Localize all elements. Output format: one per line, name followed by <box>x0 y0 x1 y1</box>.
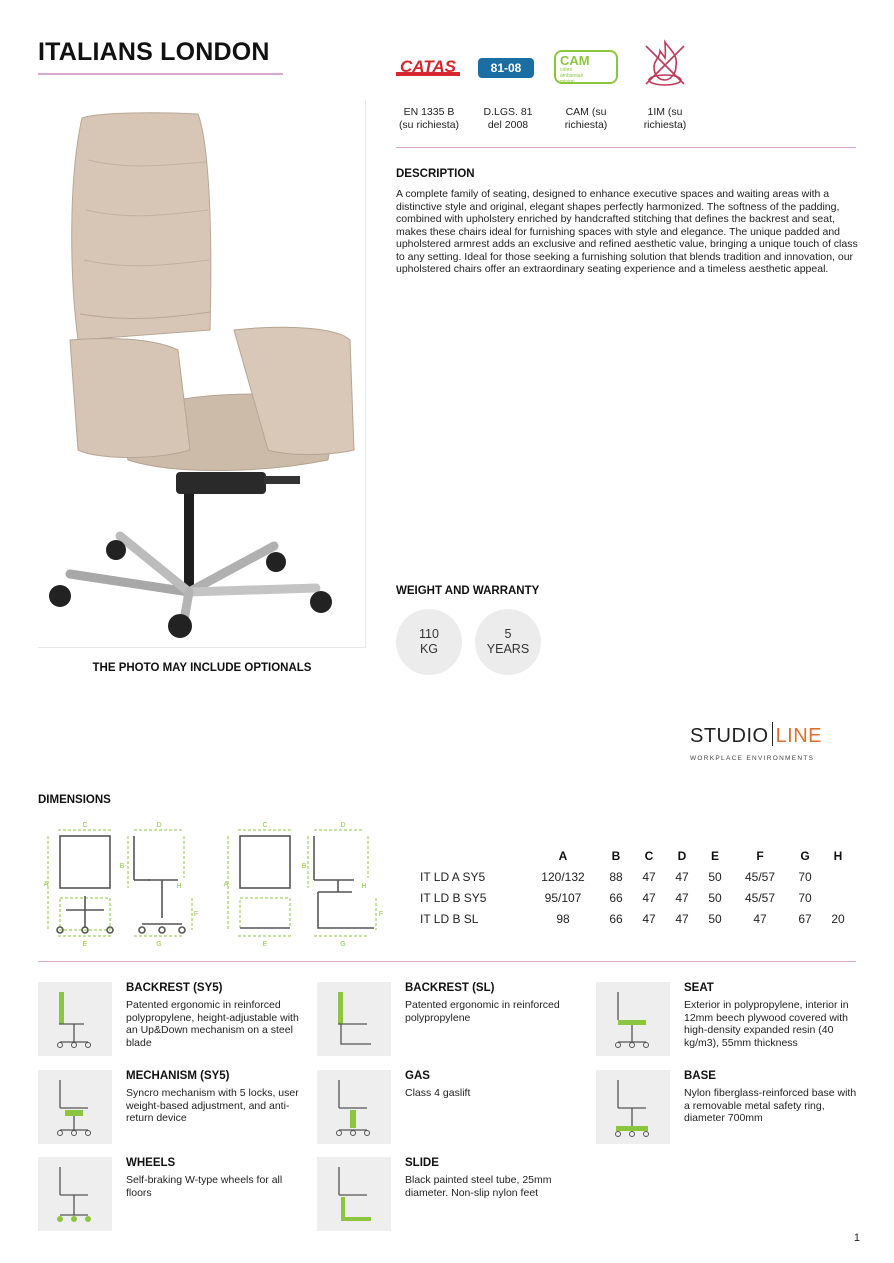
feature-title: GAS <box>405 1070 430 1082</box>
brand-name-right: LINE <box>775 725 823 747</box>
cert-dlgs <box>468 106 548 132</box>
slide-icon <box>317 1157 391 1231</box>
dim-letter-b: B <box>119 863 125 870</box>
dim-letter-c: C <box>82 822 88 829</box>
dlgs-logo <box>478 58 534 78</box>
feature-title: BACKREST (SL) <box>405 982 495 994</box>
table-cell: 67 <box>798 911 812 926</box>
title-underline <box>38 73 283 75</box>
base-icon <box>596 1070 670 1144</box>
dimension-drawings <box>38 818 398 948</box>
feature-title: BACKREST (SY5) <box>126 982 223 994</box>
dim-letter-h: H <box>361 883 367 890</box>
dlgs-logo-text: 81-08 <box>490 61 522 75</box>
brand-separator <box>772 722 773 746</box>
feature-title: WHEELS <box>126 1157 176 1169</box>
feature-text: Self-braking W-type wheels for all floors <box>126 1174 283 1199</box>
fire-resistance-icon <box>642 38 688 88</box>
table-header: C <box>644 848 654 863</box>
table-header: B <box>611 848 621 863</box>
cert-line: richiesta) <box>643 119 687 131</box>
table-cell: 47 <box>642 890 656 905</box>
feature-text: Exterior in polypropylene, interior in 12mm beech plywood covered with high-density expanded resin (40 kg/m3), 55mm thickness <box>684 999 849 1049</box>
cert-1im <box>625 106 705 132</box>
table-cell: 88 <box>609 869 623 884</box>
feature-title: SLIDE <box>405 1157 439 1169</box>
table-cell: 45/57 <box>744 869 776 884</box>
feature-slide <box>317 1157 587 1235</box>
feature-text: Patented ergonomic in reinforced polypropylene <box>405 999 560 1024</box>
gaslift-icon <box>317 1070 391 1144</box>
feature-seat <box>596 982 866 1060</box>
table-cell <box>824 866 852 887</box>
dim-letter-g: G <box>340 941 346 948</box>
cam-logo-text: CAM <box>560 53 590 68</box>
warranty-value: 5 <box>504 627 512 641</box>
feature-text: Class 4 gaslift <box>405 1087 471 1099</box>
seat-icon <box>596 982 670 1056</box>
feature-title: MECHANISM (SY5) <box>126 1070 230 1082</box>
table-row <box>420 908 852 929</box>
cert-line: EN 1335 B <box>403 106 455 118</box>
table-cell: 45/57 <box>744 890 776 905</box>
cert-line: D.LGS. 81 <box>483 106 533 118</box>
dimensions-table <box>420 845 852 929</box>
dim-letter-c: C <box>262 822 268 829</box>
dim-letter-h: H <box>176 883 182 890</box>
table-cell: 50 <box>708 869 722 884</box>
table-cell: 50 <box>708 911 722 926</box>
brand-tagline: WORKPLACE ENVIRONMENTS <box>690 755 815 762</box>
feature-text: Black painted steel tube, 25mm diameter. Non-slip nylon feet <box>405 1174 552 1199</box>
description-heading: DESCRIPTION <box>396 168 475 180</box>
table-cell: 47 <box>675 911 689 926</box>
cam-logo <box>554 50 618 84</box>
dim-letter-g: G <box>156 941 162 948</box>
table-cell: 47 <box>642 911 656 926</box>
table-header: D <box>677 848 687 863</box>
brand-name-left: STUDIO <box>690 725 769 747</box>
feature-text: Patented ergonomic in reinforced polypropylene, height-adjustable with an Up&Down mechanism on a steel blade <box>126 999 299 1049</box>
cam-logo-subtext: criteri ambientali minimi <box>560 67 583 85</box>
dim-letter-e: E <box>262 941 268 948</box>
table-cell: 20 <box>831 911 845 926</box>
weight-warranty-heading: WEIGHT AND WARRANTY <box>396 585 540 597</box>
model-code: IT LD B SL <box>420 911 479 926</box>
feature-base <box>596 1070 866 1148</box>
table-cell: 66 <box>609 911 623 926</box>
cert-line: CAM (su <box>565 106 607 118</box>
cert-cam <box>546 106 626 132</box>
dim-letter-f: F <box>378 911 384 918</box>
table-cell: 70 <box>798 890 812 905</box>
feature-backrest-sl <box>317 982 587 1060</box>
dim-letter-f: F <box>193 911 199 918</box>
feature-backrest-sy5 <box>38 982 308 1060</box>
feature-text: Syncro mechanism with 5 locks, user weight-based adjustment, and anti-return device <box>126 1087 299 1124</box>
table-row <box>420 866 852 887</box>
photo-caption: THE PHOTO MAY INCLUDE OPTIONALS <box>92 662 312 674</box>
warranty-unit: YEARS <box>486 642 530 656</box>
page-number: 1 <box>853 1232 860 1244</box>
warranty-badge <box>475 609 541 675</box>
table-header-code <box>420 845 524 866</box>
model-code: IT LD A SY5 <box>420 869 486 884</box>
description-text: A complete family of seating, designed to enhance executive spaces and waiting areas with a distinctive style and original, elegant shapes perfectly harmonized. The softness of the padding, combined with upholstery enriched by handcrafted stitching that defines the backrest and seat, makes these chairs ideal for furnishing spaces with style and elegance. The unique padded and upholstered armrest adds an exclusive and refined aesthetic value, bringing a unique touch of class to any setting. Ideal for those seeking a furnishing solution that blends tradition and innovation, our upholstered chairs offer an extraordinary seating experience and a timeless aesthetic appeal. <box>396 188 858 275</box>
weight-badge <box>396 609 462 675</box>
model-code: IT LD B SY5 <box>420 890 487 905</box>
table-cell: 66 <box>609 890 623 905</box>
table-cell: 98 <box>556 911 570 926</box>
table-header: A <box>558 848 568 863</box>
svg-text:CATAS: CATAS <box>399 57 457 76</box>
dim-letter-d: D <box>340 822 346 829</box>
feature-title: BASE <box>684 1070 716 1082</box>
table-header: H <box>833 848 843 863</box>
dim-letter-a: A <box>223 881 229 888</box>
table-cell: 47 <box>675 890 689 905</box>
backrest-icon <box>38 982 112 1056</box>
table-cell: 120/132 <box>541 869 585 884</box>
features-divider <box>38 961 856 962</box>
cert-line: richiesta) <box>564 119 608 131</box>
mechanism-icon <box>38 1070 112 1144</box>
backrest-sled-icon <box>317 982 391 1056</box>
product-photo <box>38 100 366 648</box>
dim-letter-b: B <box>301 863 307 870</box>
feature-mechanism <box>38 1070 308 1148</box>
table-header-row <box>420 845 852 866</box>
table-header: E <box>710 848 719 863</box>
feature-gas <box>317 1070 587 1148</box>
feature-text: Nylon fiberglass-reinforced base with a removable metal safety ring, diameter 700mm <box>684 1087 857 1124</box>
table-cell: 47 <box>675 869 689 884</box>
studio-line-logo <box>690 722 823 766</box>
table-row <box>420 887 852 908</box>
table-header: G <box>800 848 810 863</box>
table-cell: 47 <box>642 869 656 884</box>
weight-value: 110 <box>419 627 439 641</box>
table-cell <box>824 887 852 908</box>
wheels-icon <box>38 1157 112 1231</box>
cert-divider <box>396 147 856 148</box>
dimensions-heading: DIMENSIONS <box>38 794 111 806</box>
dim-letter-d: D <box>156 822 162 829</box>
catas-logo <box>396 56 460 80</box>
table-cell: 95/107 <box>544 890 582 905</box>
table-cell: 70 <box>798 869 812 884</box>
table-cell: 47 <box>753 911 767 926</box>
table-header: F <box>756 848 764 863</box>
cert-en1335 <box>389 106 469 132</box>
feature-title: SEAT <box>684 982 714 994</box>
cert-line: (su richiesta) <box>398 119 460 131</box>
weight-unit: KG <box>419 642 439 656</box>
table-cell: 50 <box>708 890 722 905</box>
dim-letter-e: E <box>82 941 88 948</box>
cert-line: del 2008 <box>487 119 529 131</box>
cert-line: 1IM (su <box>647 106 683 118</box>
feature-wheels <box>38 1157 308 1235</box>
page-title: ITALIANS LONDON <box>38 38 270 66</box>
dim-letter-a: A <box>43 881 49 888</box>
